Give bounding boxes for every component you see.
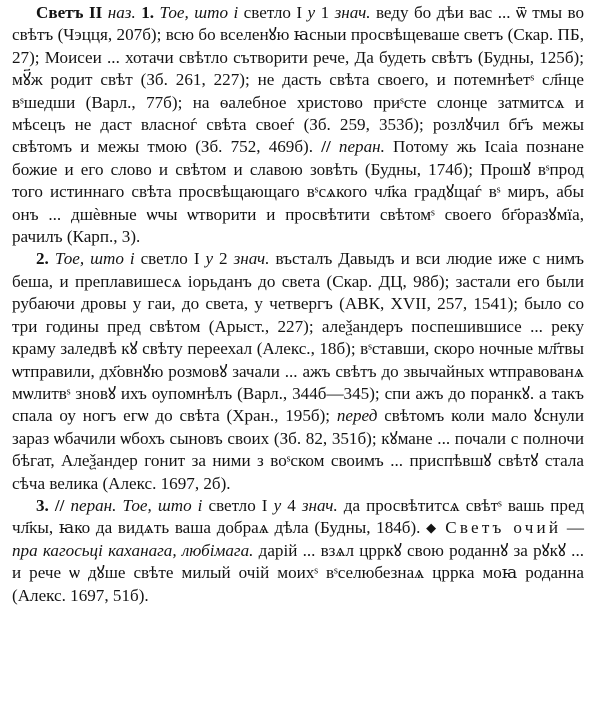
- entry-text-segment: 1.: [141, 3, 155, 22]
- entry-text-segment: у: [307, 3, 316, 22]
- entry-text-segment: светло І: [202, 495, 274, 515]
- entry-text-segment: 2: [213, 249, 234, 269]
- entry-text-segment: светло І: [238, 3, 308, 22]
- entry-text-segment: ◆: [426, 520, 438, 536]
- entry-text-segment: 3.: [36, 495, 49, 515]
- entry-text-segment: 4: [281, 495, 302, 515]
- entry-text-segment: Светъ очий: [445, 518, 562, 538]
- entry-text-segment: Тое, што і: [54, 249, 135, 269]
- entry-text-segment: у: [205, 249, 214, 269]
- entry-sense-3: [12, 495, 584, 607]
- entry-text-segment: //: [321, 137, 331, 157]
- entry-sense-1: [12, 2, 584, 248]
- entry-text-segment: знач.: [334, 3, 371, 22]
- entry-text-segment: [331, 137, 339, 156]
- entry-text-segment: —: [561, 518, 584, 538]
- entry-headword: Светъ II: [36, 3, 103, 22]
- entry-text-segment: пра кагосьці каханага, любімага.: [12, 540, 254, 560]
- entry-text-segment: светло І: [134, 249, 206, 269]
- entry-text-segment: перан.: [338, 137, 385, 157]
- entry-text-segment: Тое, што і: [159, 3, 239, 22]
- entry-sense-2: [12, 248, 584, 494]
- entry-text-segment: Потому жь Ісаіа познане божие и его слово и свѣтом и славою зовѣть (Будны, 174б); Прошꙋ вˢпрод того истиннаго свѣта просвѣщающаго вˢсѧкого чл҃ка градꙋщаѓ вˢ миръ, абы онъ ... дшѐвные ѡчы ѡтворити и просвѣтити свѣтомˢ своего бг҃оразꙋмїа, рачилъ (Карп., 3).: [12, 137, 585, 247]
- entry-text-segment: перан. Тое, што і: [70, 495, 203, 515]
- entry-text-segment: знач.: [233, 249, 270, 269]
- entry-text-segment: 2.: [36, 249, 49, 269]
- entry-text-segment: свѣтомъ коли мало ꙋснули зараз ѡбачили ѡбохъ сыновъ своих (Зб. 82, 351б); кꙋмане ... почали с полночи бѣгат, Алеѯандер гонит за ними з воˢском своимъ ... приспѣвшꙋ свѣтꙋ стала сѣча велика (Алекс. 1697, 2б).: [12, 406, 584, 493]
- entry-text-segment: веду бо дѣи вас ... ѿ тмы во свѣтъ (Чэцця, 207б); всю бо вселенꙋю ꙗсныи просвѣщеваше светъ (Скар. ПБ, 27); Моисеи ... хотачи свѣтло сътворити рече, Да будеть свѣтъ (Будны, 125б); мꙋ҃ж родит свѣт (Зб. 261, 227); не дасть свѣта своего, и потемнѣетˢ сл҃нце вˢшедши (Варл., 77б); на ѳалебное христово приˢсте слонце затмитсѧ и мѣсецъ не даст власноѓ свѣта своеѓ (Зб. 259, 353б); розлꙋчил бг҃ъ межы свѣтомъ и межы тмою (Зб. 752, 469б).: [12, 3, 585, 157]
- entry-text-segment: перед: [336, 406, 378, 426]
- entry-text-segment: дарій ... взѧл црркꙋ свою роданнꙋ за рꙋкꙋ ... и рече ѡ дꙋше свѣте милый очій моихˢ вˢселюбезнаѧ црркa моꙗ роданна (Алекс. 1697, 51б).: [12, 540, 584, 605]
- entry-text-segment: да просвѣтитсѧ свѣтˢ вашь пред чл҃кы, ꙗко да видѧть ваша добраѧ дѣла (Будны, 184б).: [12, 495, 585, 538]
- entry-text-segment: въсталъ Давыдъ и вси людие иже с нимъ беша, и преплавишесѧ іорьданъ до света (Скар. ДЦ, 98б); застали его были рубаючи дровы у гаи, до света, у четвергъ (АВК, XVII, 257, 1541); было со три годины пред свѣтом (Арыст., 227); алеѯандеръ поспешившисе ... реку краму заледвѣ кꙋ свѣту переехал (Алекс., 18б); вˢставши, скоро ночные мл҃твы ѡтправили, дх҃овнꙋю розмовꙋ зачали ... ажъ свѣтъ до звычайных ѡтправованѧ мѡлитвˢ зновꙋ ихъ оупомнѣлъ (Варл., 344б—345); спи ажъ до поранкꙋ. а такъ спала оу ногъ егѡ до свѣта (Хран., 195б);: [12, 249, 585, 426]
- entry-headword-pos: наз.: [107, 3, 136, 22]
- entry-text-segment: 1: [315, 3, 335, 22]
- entry-text-segment: у: [273, 495, 282, 515]
- entry-text-segment: знач.: [301, 495, 338, 515]
- entry-text-segment: //: [54, 495, 65, 515]
